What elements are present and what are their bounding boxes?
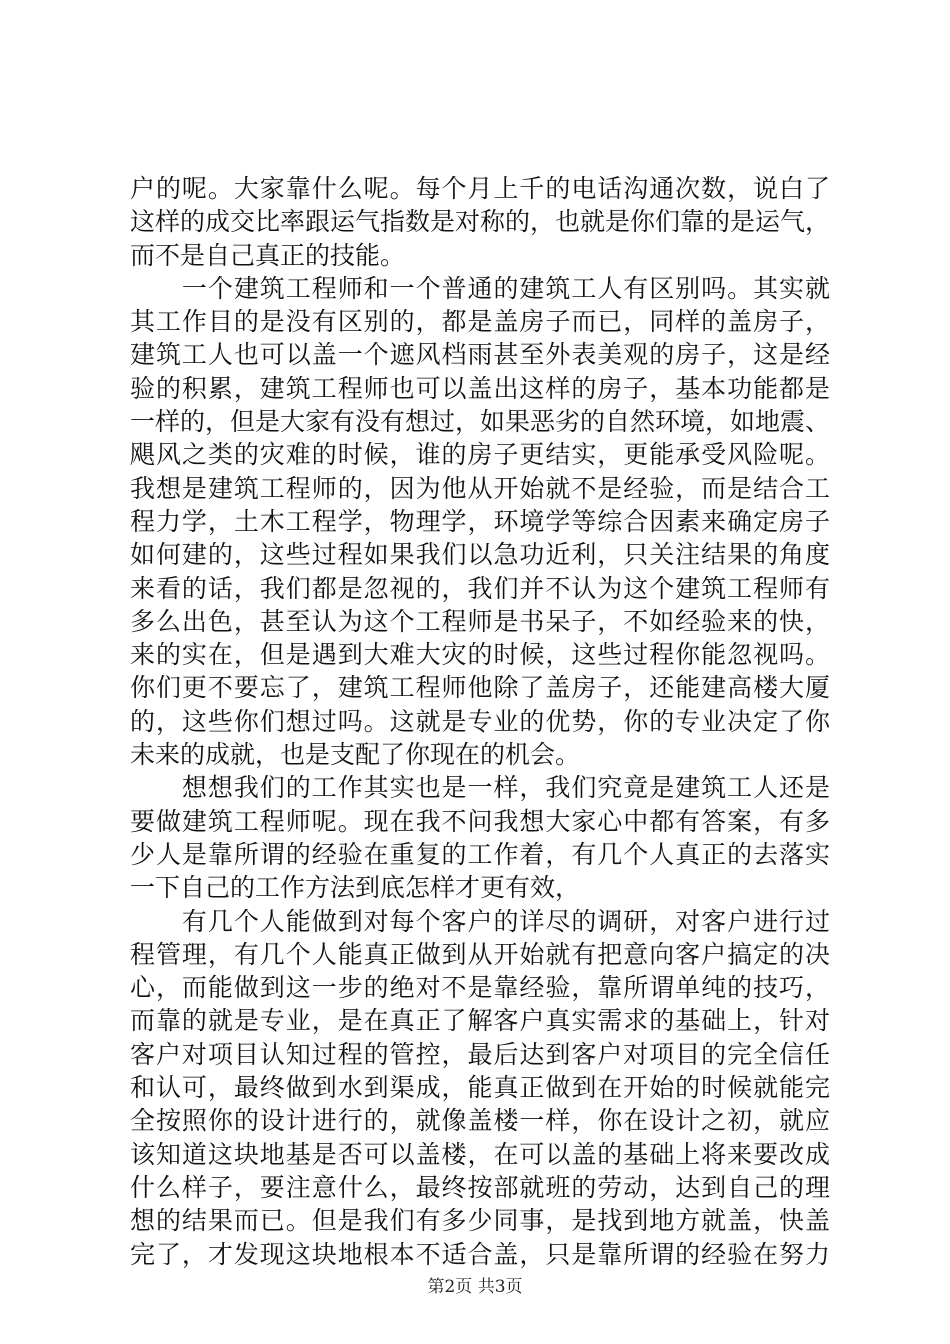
text-line: 多么出色，甚至认为这个工程师是书呆子，不如经验来的快，: [130, 606, 830, 636]
document-body: [130, 172, 830, 1271]
paragraph-1: [130, 172, 830, 272]
text-line: 程力学，土木工程学，物理学，环境学等综合因素来确定房子: [130, 506, 830, 536]
text-line: 要做建筑工程师呢。现在我不问我想大家心中都有答案，有多: [130, 806, 830, 836]
text-line: 想想我们的工作其实也是一样，我们究竟是建筑工人还是: [130, 773, 830, 803]
paragraph-2: [130, 272, 830, 771]
text-line: 而不是自己真正的技能。: [130, 240, 406, 270]
text-line: 一下自己的工作方法到底怎样才更有效，: [130, 873, 581, 903]
text-line: 的，这些你们想过吗。这就是专业的优势，你的专业决定了你: [130, 706, 830, 736]
text-line: 验的积累，建筑工程师也可以盖出这样的房子，基本功能都是: [130, 373, 830, 403]
paragraph-4: [130, 905, 830, 1271]
text-line: 其工作目的是没有区别的，都是盖房子而已，同样的盖房子，: [130, 307, 830, 337]
text-line: 你们更不要忘了，建筑工程师他除了盖房子，还能建高楼大厦: [130, 673, 830, 703]
text-line: 少人是靠所谓的经验在重复的工作着，有几个人真正的去落实: [130, 839, 830, 869]
text-line: 如何建的，这些过程如果我们以急功近利，只关注结果的角度: [130, 540, 830, 570]
text-line: 建筑工人也可以盖一个遮风档雨甚至外表美观的房子，这是经: [130, 340, 830, 370]
text-line: 客户对项目认知过程的管控，最后达到客户对项目的完全信任: [130, 1039, 830, 1069]
page-number-footer: 第2页 共3页: [427, 1277, 523, 1297]
text-line: 飓风之类的灾难的时候，谁的房子更结实，更能承受风险呢。: [130, 440, 830, 470]
text-line: 什么样子，要注意什么，最终按部就班的劳动，达到自己的理: [130, 1172, 830, 1202]
text-line: 完了，才发现这块地根本不适合盖，只是靠所谓的经验在努力: [130, 1239, 830, 1269]
text-line: 该知道这块地基是否可以盖楼，在可以盖的基础上将来要改成: [130, 1139, 830, 1169]
text-line: 户的呢。大家靠什么呢。每个月上千的电话沟通次数，说白了: [130, 174, 830, 203]
text-line: 全按照你的设计进行的，就像盖楼一样，你在设计之初，就应: [130, 1106, 830, 1136]
text-line: 有几个人能做到对每个客户的详尽的调研，对客户进行过: [130, 906, 830, 936]
text-line: 想的结果而已。但是我们有多少同事，是找到地方就盖，快盖: [130, 1206, 830, 1236]
text-line: 来看的话，我们都是忽视的，我们并不认为这个建筑工程师有: [130, 573, 830, 603]
text-line: 未来的成就，也是支配了你现在的机会。: [130, 740, 581, 770]
text-line: 和认可，最终做到水到渠成，能真正做到在开始的时候就能完: [130, 1073, 830, 1103]
text-line: 程管理，有几个人能真正做到从开始就有把意向客户搞定的决: [130, 939, 830, 969]
text-line: 我想是建筑工程师的，因为他从开始就不是经验，而是结合工: [130, 473, 830, 503]
text-line: 这样的成交比率跟运气指数是对称的，也就是你们靠的是运气，: [130, 207, 831, 237]
text-line: 来的实在，但是遇到大难大灾的时候，这些过程你能忽视吗。: [130, 640, 830, 670]
text-line: 一样的，但是大家有没有想过，如果恶劣的自然环境，如地震、: [130, 407, 831, 437]
text-line: 而靠的就是专业，是在真正了解客户真实需求的基础上，针对: [130, 1006, 830, 1036]
paragraph-3: [130, 771, 830, 904]
text-line: 心，而能做到这一步的绝对不是靠经验，靠所谓单纯的技巧，: [130, 973, 830, 1003]
text-line: 一个建筑工程师和一个普通的建筑工人有区别吗。其实就: [130, 273, 830, 303]
